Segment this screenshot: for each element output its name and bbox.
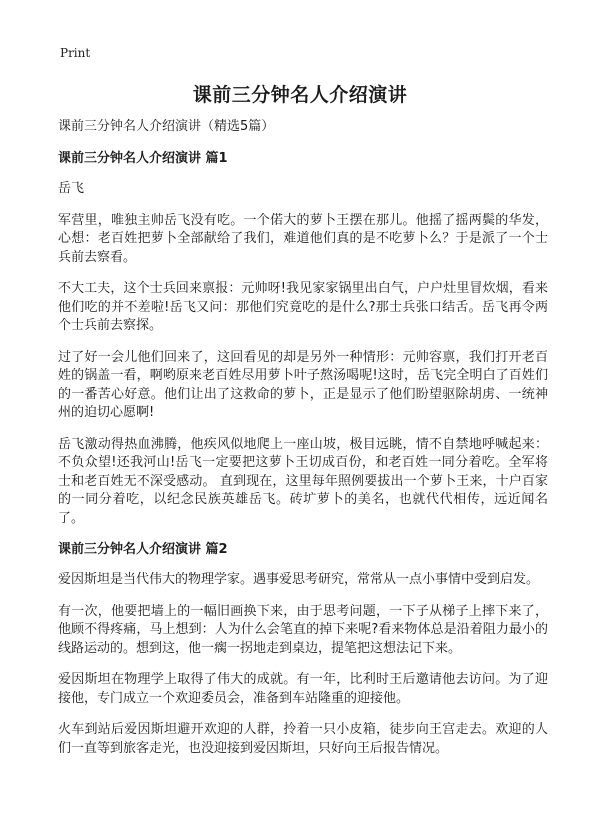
page-title: 课前三分钟名人介绍演讲 (192, 84, 408, 106)
section-heading: 课前三分钟名人介绍演讲 篇2 (58, 542, 228, 557)
paragraph: 爱因斯坦在物理学上取得了伟大的成就。有一年，比利时王后邀请他去访问。为了迎接他，专门成立一个欢迎委员会，准备到车站隆重的迎接他。 (58, 672, 548, 706)
paragraph: 有一次，他要把墙上的一幅旧画换下来，由于思考问题，一下子从梯子上摔下来了，他顾不得疼痛，马上想到：人为什么会笔直的掉下来呢?看来物体总是沿着阻力最小的线路运动的。想到这，他一瘸一拐地走到桌边，提笔把这想法记下来。 (58, 603, 548, 656)
paragraph: 军营里，唯独主帅岳飞没有吃。一个偌大的萝卜王摆在那儿。他摇了摇两鬓的华发，心想：老百姓把萝卜全部献给了我们，难道他们真的是不吃萝卜么？于是派了一个士兵前去察看。 (58, 212, 548, 265)
paragraph: 岳飞激动得热血沸腾，他疾风似地爬上一座山坡，极目远眺，情不自禁地呼喊起来：不负众望!还我河山!岳飞一定要把这萝卜王切成百份，和老百姓一同分着吃。全军将士和老百姓无不深受感动。 直到现在，这里每年照例要拔出一个萝卜王来，十户百家的一同分着吃，以纪念民族英雄岳飞。砖圹萝卜的美名，也就代代相传，远近闻名了。 (58, 436, 548, 526)
section-heading: 课前三分钟名人介绍演讲 篇1 (58, 151, 228, 166)
document-body (58, 118, 548, 771)
paragraph: 爱因斯坦是当代伟大的物理学家。遇事爱思考研究，常常从一点小事情中受到启发。 (58, 572, 540, 587)
document-subtitle: 课前三分钟名人介绍演讲（精选5篇） (58, 119, 275, 134)
paragraph: 火车到站后爱因斯坦避开欢迎的人群，拎着一只小皮箱，徒步向王宫走去。欢迎的人们一直等到旅客走光，也没迎接到爱因斯坦，只好向王后报告情况。 (58, 722, 548, 756)
section-1 (58, 150, 548, 528)
print-link[interactable]: Print (60, 46, 91, 60)
paragraph: 过了好一会儿他们回来了，这回看见的却是另外一种情形：元帅容禀，我们打开老百姓的锅盖一看，啊哟原来老百姓尽用萝卜叶子熬汤喝呢!这时，岳飞完全明白了百姓们的一番苦心好意。他们让出了这救命的萝卜，正是显示了他们盼望驱除胡虏、一统神州的迫切心愿啊! (58, 349, 548, 420)
paragraph: 不大工夫，这个士兵回来禀报：元帅呀!我见家家锅里出白气，户户灶里冒炊烟，看来他们吃的并不差啦!岳飞又问：那他们究竟吃的是什么?那士兵张口结舌。岳飞再令两个士兵前去察探。 (58, 281, 548, 333)
section-2 (58, 541, 548, 758)
paragraph: 岳飞 (58, 181, 85, 196)
